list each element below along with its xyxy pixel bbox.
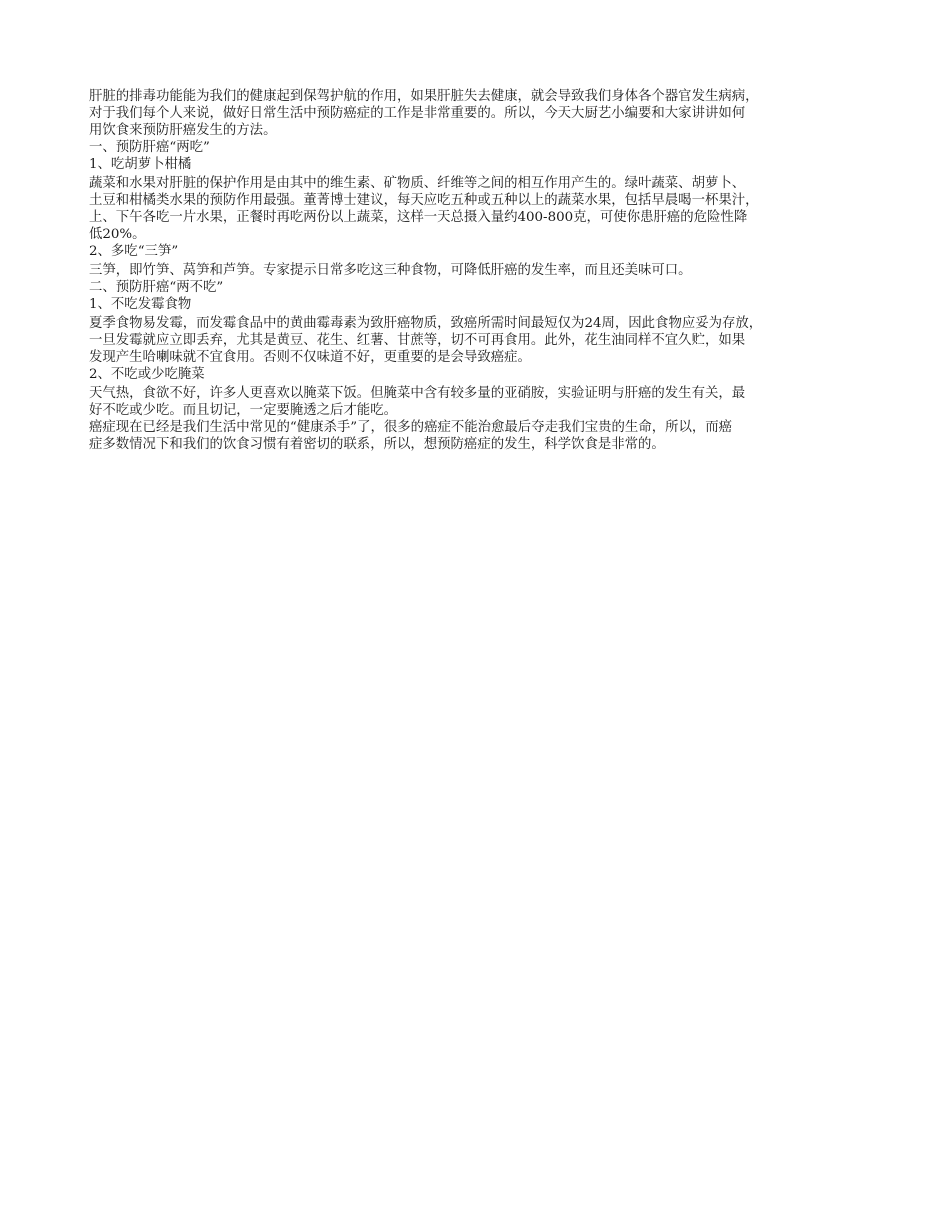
- document-body: [89, 88, 864, 453]
- subheading-carrot-citrus: 1、吃胡萝卜柑橘: [89, 157, 192, 172]
- paragraph-line: 症多数情况下和我们的饮食习惯有着密切的联系，所以，想预防癌症的发生，科学饮食是非常的。: [89, 437, 665, 452]
- paragraph-line: 夏季食物易发霉，而发霉食品中的黄曲霉毒素为致肝癌物质，致癌所需时间最短仅为24周，因此食物应妥为存放，: [89, 316, 763, 331]
- paragraph-line: 蔬菜和水果对肝脏的保护作用是由其中的维生素、矿物质、纤维等之间的相互作用产生的。绿叶蔬菜、胡萝卜、: [89, 176, 746, 191]
- paragraph-pickles: [89, 385, 864, 419]
- intro-paragraph: [89, 88, 864, 139]
- section-heading-two-not-eat: 二、预防肝癌“两不吃”: [89, 280, 224, 295]
- subheading-three-shoots: 2、多吃“三笋”: [89, 244, 179, 259]
- conclusion-paragraph: [89, 419, 864, 453]
- intro-line: 肝脏的排毒功能能为我们的健康起到保驾护航的作用，如果肝脏失去健康，就会导致我们身体各个器官发生病病，: [89, 89, 759, 104]
- section-heading-two-eat: 一、预防肝癌“两吃”: [89, 140, 210, 155]
- subheading-moldy-food: 1、不吃发霉食物: [89, 297, 192, 312]
- paragraph-line: 天气热，食欲不好，许多人更喜欢以腌菜下饭。但腌菜中含有较多量的亚硝胺，实验证明与肝癌的发生有关，最: [89, 386, 746, 401]
- paragraph-moldy-food: [89, 315, 864, 366]
- intro-line: 对于我们每个人来说，做好日常生活中预防癌症的工作是非常重要的。所以，今天大厨艺小编要和大家讲讲如何: [89, 106, 746, 121]
- paragraph-line: 好不吃或少吃。而且切记，一定要腌透之后才能吃。: [89, 403, 397, 418]
- paragraph-line: 低20%。: [89, 227, 146, 242]
- paragraph-line: 癌症现在已经是我们生活中常见的“健康杀手”了，很多的癌症不能治愈最后夺走我们宝贵的生命，所以，而癌: [89, 420, 733, 435]
- paragraph-three-shoots: [89, 262, 864, 279]
- paragraph-line: 发现产生哈喇味就不宜食用。否则不仅味道不好，更重要的是会导致癌症。: [89, 350, 531, 365]
- intro-line: 用饮食来预防肝癌发生的方法。: [89, 123, 277, 138]
- paragraph-line: 三笋，即竹笋、莴笋和芦笋。专家提示日常多吃这三种食物，可降低肝癌的发生率，而且还美味可口。: [89, 263, 692, 278]
- paragraph-line: 一旦发霉就应立即丢弃，尤其是黄豆、花生、红薯、甘蔗等，切不可再食用。此外，花生油同样不宜久贮，如果: [89, 333, 746, 348]
- subheading-pickles: 2、不吃或少吃腌菜: [89, 367, 205, 382]
- paragraph-line: 上、下午各吃一片水果，正餐时再吃两份以上蔬菜，这样一天总摄入量约400-800克，可使你患肝癌的危险性降: [89, 210, 748, 225]
- paragraph-line: 土豆和柑橘类水果的预防作用最强。董菁博士建议，每天应吃五种或五种以上的蔬菜水果，包括早晨喝一杯果汁，: [89, 193, 759, 208]
- paragraph-carrot-citrus: [89, 175, 864, 243]
